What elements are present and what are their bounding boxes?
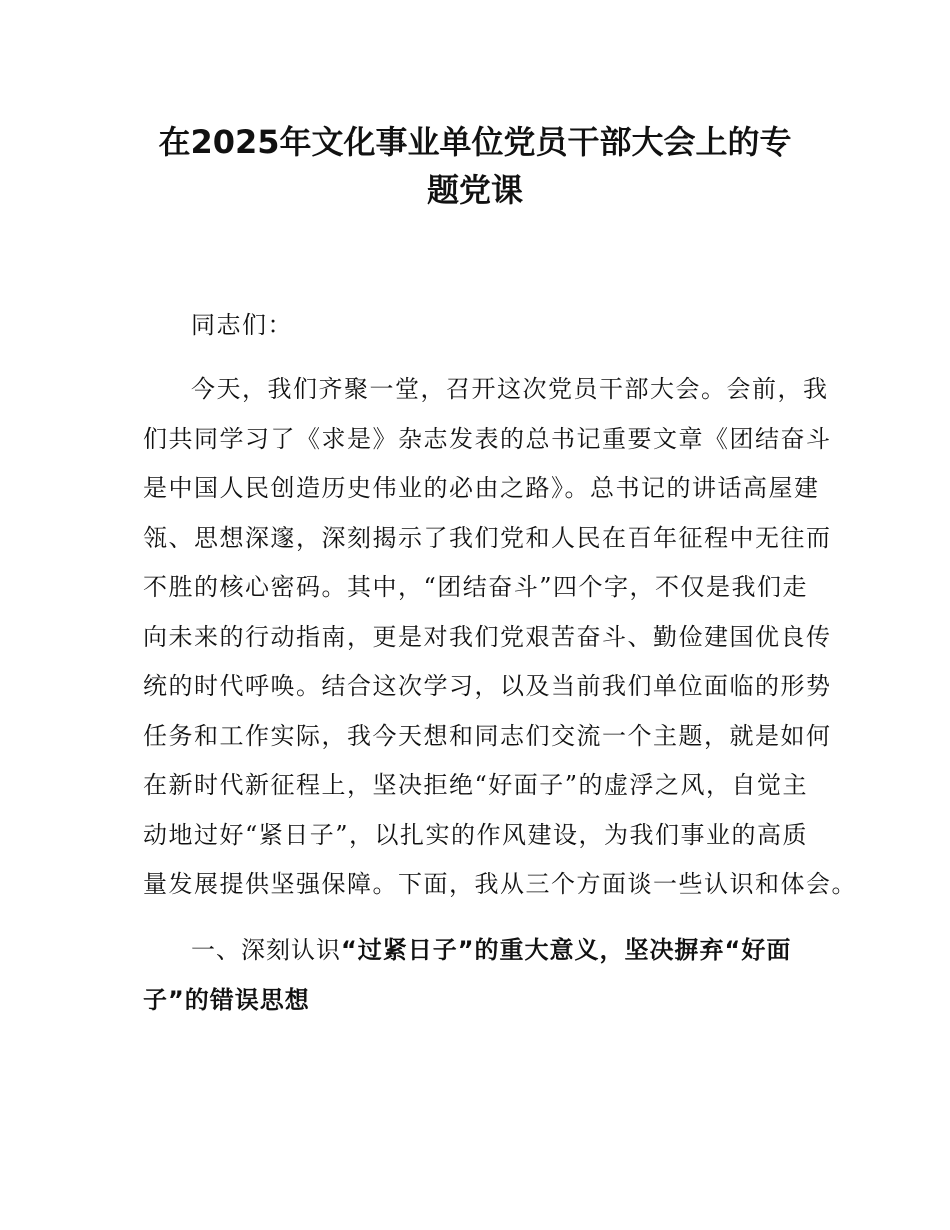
section-heading-line-1 — [191, 934, 813, 966]
paragraph-line: 在新时代新征程上，坚决拒绝“好面子”的虚浮之风，自觉主 — [143, 771, 809, 799]
paragraph-line: 们共同学习了《求是》杂志发表的总书记重要文章《团结奋斗 — [143, 425, 832, 453]
paragraph-line: 统的时代呼唤。结合这次学习，以及当前我们单位面临的形势 — [143, 672, 832, 700]
paragraph-line: 向未来的行动指南，更是对我们党艰苦奋斗、勤俭建国优良传 — [143, 623, 832, 651]
paragraph-line: 量发展提供坚强保障。下面，我从三个方面谈一些认识和体会。 — [143, 870, 857, 898]
paragraph-line: 动地过好“紧日子”，以扎实的作风建设，为我们事业的高质 — [143, 821, 809, 849]
salutation: 同志们： — [191, 311, 293, 339]
document-title-line-1: 在2025年文化事业单位党员干部大会上的专 — [158, 123, 792, 161]
document-title-line-2: 题党课 — [426, 171, 523, 209]
paragraph-line: 瓴、思想深邃，深刻揭示了我们党和人民在百年征程中无往而 — [143, 524, 832, 552]
paragraph-line: 今天，我们齐聚一堂，召开这次党员干部大会。会前，我 — [191, 375, 829, 403]
paragraph-line: 是中国人民创造历史伟业的必由之路》。总书记的讲话高屋建 — [143, 474, 820, 502]
paragraph-line: 任务和工作实际，我今天想和同志们交流一个主题，就是如何 — [143, 722, 832, 750]
section-heading-line-2: 子”的错误思想 — [143, 986, 310, 1014]
section-heading-number: 一、深刻认识 — [191, 936, 341, 964]
paragraph-line: 不胜的核心密码。其中，“团结奋斗”四个字，不仅是我们走 — [143, 573, 809, 601]
section-heading-text: “过紧日子”的重大意义，坚决摒弃“好面 — [341, 936, 792, 964]
